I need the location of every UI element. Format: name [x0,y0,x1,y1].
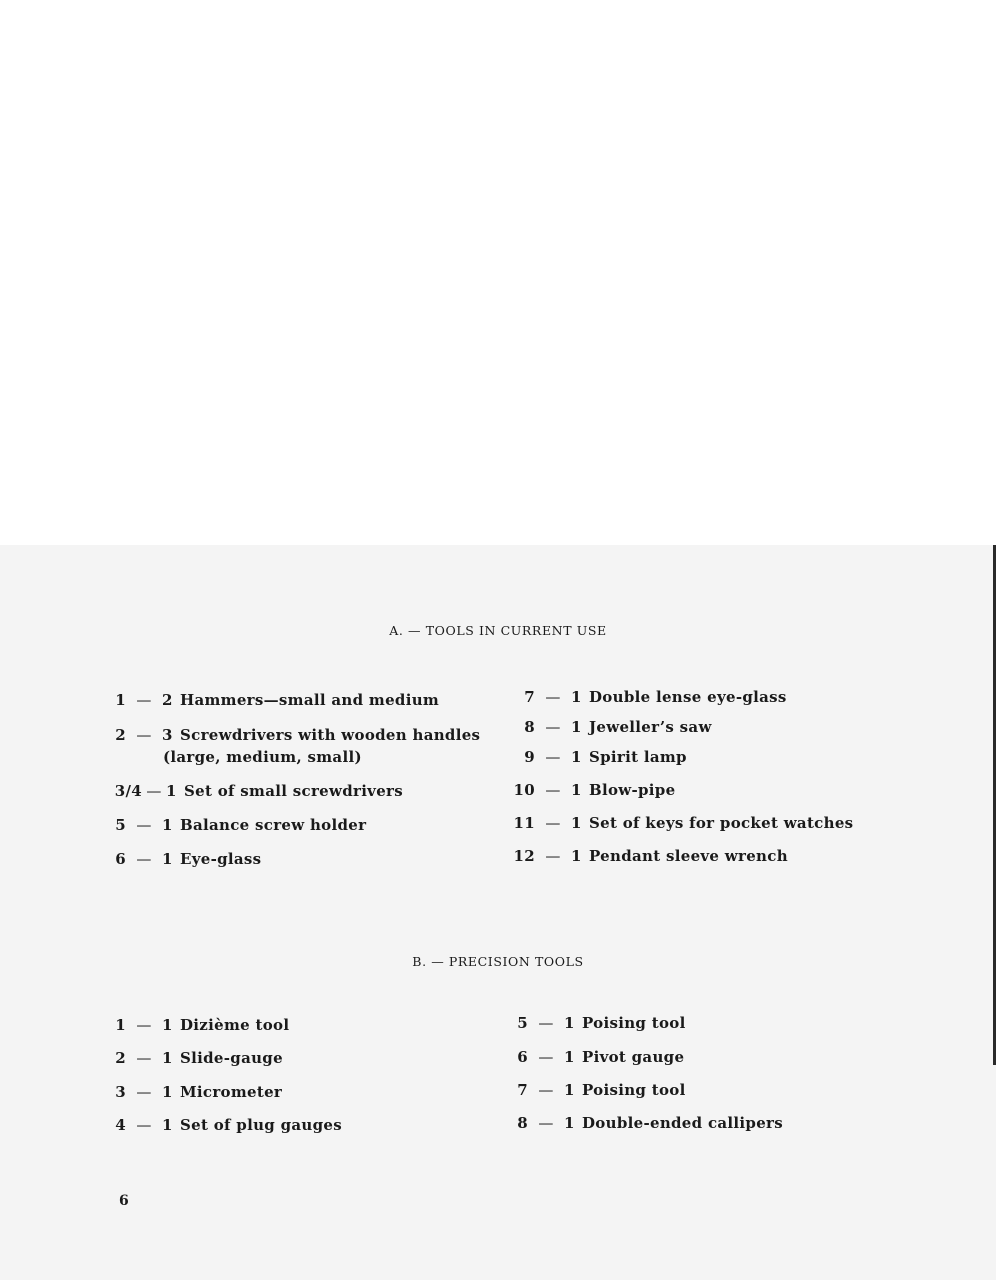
item-quantity: 1 [571,847,582,865]
item-number: 2 [115,726,126,744]
scanned-page [0,545,996,1280]
blank-page-area [0,0,996,545]
item-quantity: 1 [162,1016,173,1034]
item-number: 10 [513,781,535,799]
item-description: Poising tool [582,1014,686,1032]
item-quantity: 1 [564,1114,575,1132]
item-quantity: 3 [162,726,173,744]
item-description: Blow-pipe [589,781,676,799]
item-description: Set of keys for pocket watches [589,814,854,832]
item-number: 7 [517,1081,528,1099]
list-item: 1 — 1 Dizième tool [112,1014,289,1036]
item-description: Dizième tool [180,1016,290,1034]
list-item: 2 — 3 Screwdrivers with wooden handles [112,724,480,746]
item-quantity: 1 [571,781,582,799]
item-number: 6 [115,850,126,868]
list-item: 7 — 1 Poising tool [508,1079,686,1101]
section-b-heading: B. — PRECISION TOOLS [412,954,584,969]
list-item: 8 — 1 Jeweller’s saw [505,716,712,738]
item-quantity: 1 [166,782,177,800]
item-description: Screwdrivers with wooden handles [180,726,481,744]
item-number: 11 [513,814,535,832]
list-item: 1 — 2 Hammers—small and medium [112,689,439,711]
list-item: 3 — 1 Micrometer [112,1081,282,1103]
item-quantity: 2 [162,691,173,709]
item-quantity: 1 [571,814,582,832]
item-description: Micrometer [180,1083,283,1101]
list-item: 2 — 1 Slide-gauge [112,1047,283,1069]
list-item: 10 — 1 Blow-pipe [505,779,675,801]
list-item: 3/4 — 1 Set of small screwdrivers [112,780,403,802]
item-description: Slide-gauge [180,1049,283,1067]
item-number: 1 [115,691,126,709]
list-item: 6 — 1 Eye-glass [112,848,261,870]
page-number: 6 [119,1193,129,1209]
item-number: 6 [517,1048,528,1066]
section-a-heading: A. — TOOLS IN CURRENT USE [389,623,607,638]
item-description: Jeweller’s saw [589,718,712,736]
item-description: Eye-glass [180,850,262,868]
item-number: 5 [517,1014,528,1032]
item-description: Spirit lamp [589,748,687,766]
list-item: 9 — 1 Spirit lamp [505,746,687,768]
item-number: 7 [524,688,535,706]
item-description: Double-ended callipers [582,1114,783,1132]
item-number: 8 [524,718,535,736]
list-item: 5 — 1 Poising tool [508,1012,686,1034]
item-quantity: 1 [564,1081,575,1099]
item-quantity: 1 [564,1014,575,1032]
item-number: 3/4 [114,782,142,800]
item-number: 8 [517,1114,528,1132]
item-number: 2 [115,1049,126,1067]
item-number: 4 [115,1116,126,1134]
item-quantity: 1 [571,688,582,706]
item-description: Pivot gauge [582,1048,685,1066]
item-description: Balance screw holder [180,816,367,834]
item-quantity: 1 [162,850,173,868]
list-item: 4 — 1 Set of plug gauges [112,1114,342,1136]
list-item: 5 — 1 Balance screw holder [112,814,366,836]
item-number: 3 [115,1083,126,1101]
item-quantity: 1 [571,718,582,736]
item-quantity: 1 [162,1083,173,1101]
item-description: Pendant sleeve wrench [589,847,788,865]
item-number: 12 [513,847,535,865]
list-item: 11 — 1 Set of keys for pocket watches [505,812,853,834]
item-number: 5 [115,816,126,834]
item-quantity: 1 [571,748,582,766]
item-description: Set of small screwdrivers [184,782,403,800]
item-description-continued: (large, medium, small) [163,748,362,766]
item-description: Set of plug gauges [180,1116,342,1134]
item-quantity: 1 [564,1048,575,1066]
item-number: 1 [115,1016,126,1034]
list-item: 12 — 1 Pendant sleeve wrench [505,845,788,867]
item-quantity: 1 [162,816,173,834]
list-item-continuation [163,746,362,768]
item-quantity: 1 [162,1116,173,1134]
list-item: 7 — 1 Double lense eye-glass [505,686,787,708]
item-number: 9 [524,748,535,766]
item-description: Hammers—small and medium [180,691,440,709]
list-item: 8 — 1 Double-ended callipers [508,1112,783,1134]
item-description: Double lense eye-glass [589,688,787,706]
item-description: Poising tool [582,1081,686,1099]
list-item: 6 — 1 Pivot gauge [508,1046,684,1068]
item-quantity: 1 [162,1049,173,1067]
